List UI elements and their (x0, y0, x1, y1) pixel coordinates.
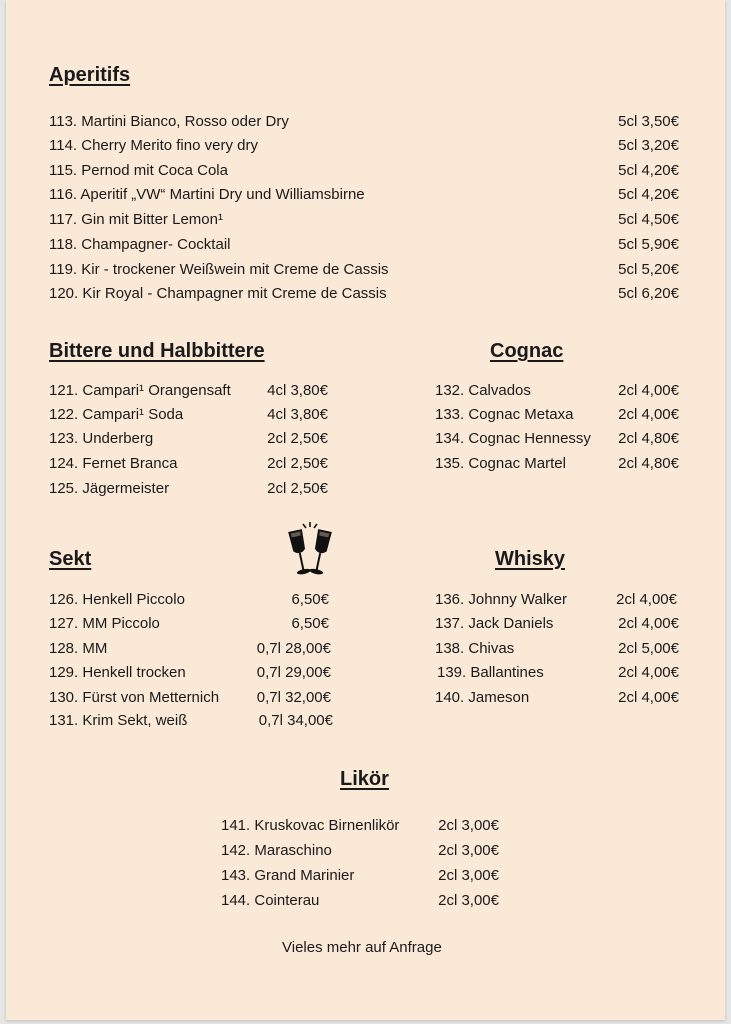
list-item-price: 5cl 3,50€ (618, 113, 679, 130)
list-item-name: 122. Campari¹ Soda (49, 406, 184, 423)
sekt-heading: Sekt (49, 548, 92, 570)
cognac-heading: Cognac (490, 340, 564, 362)
champagne-glasses-icon (286, 520, 334, 582)
list-item-price: 5cl 5,90€ (618, 236, 679, 253)
list-item-name: 131. Krim Sekt, weiß (49, 712, 188, 729)
list-item-name: 117. Gin mit Bitter Lemon¹ (49, 211, 223, 228)
menu-page (6, 0, 725, 1020)
list-item-price: 0,7l 29,00€ (256, 664, 331, 681)
list-item-name: 133. Cognac Metaxa (435, 406, 574, 423)
likoer-heading: Likör (340, 768, 389, 790)
list-item-name: 141. Kruskovac Birnenlikör (221, 817, 400, 834)
list-item-name: 135. Cognac Martel (435, 455, 566, 472)
list-item-price: 4cl 3,80€ (267, 382, 328, 399)
list-item-name: 118. Champagner- Cocktail (49, 236, 231, 253)
list-item-price: 6,50€ (291, 591, 329, 608)
list-item-price: 2cl 4,00€ (616, 591, 677, 608)
list-item-price: 2cl 2,50€ (267, 430, 328, 447)
list-item-name: 124. Fernet Branca (49, 455, 178, 472)
list-item-name: 129. Henkell trocken (49, 664, 186, 681)
list-item-price: 5cl 4,50€ (618, 211, 679, 228)
list-item-name: 130. Fürst von Metternich (49, 689, 220, 706)
list-item-name: 123. Underberg (49, 430, 154, 447)
list-item-price: 5cl 4,20€ (618, 162, 679, 179)
list-item-name: 127. MM Piccolo (49, 615, 160, 632)
list-item-name: 132. Calvados (435, 382, 531, 399)
list-item-name: 121. Campari¹ Orangensaft (49, 382, 231, 399)
list-item-price: 0,7l 32,00€ (256, 689, 331, 706)
list-item-price: 4cl 3,80€ (267, 406, 328, 423)
list-item-name: 116. Aperitif „VW“ Martini Dry und Williamsbirne (49, 186, 365, 203)
list-item-name: 137. Jack Daniels (435, 615, 554, 632)
list-item-name: 114. Cherry Merito fino very dry (49, 137, 258, 154)
list-item-price: 2cl 4,80€ (618, 455, 679, 472)
list-item-price: 2cl 4,80€ (618, 430, 679, 447)
list-item-name: 134. Cognac Hennessy (435, 430, 591, 447)
list-item-name: 120. Kir Royal - Champagner mit Creme de Cassis (49, 285, 387, 302)
list-item-price: 2cl 4,00€ (618, 615, 679, 632)
list-item-price: 2cl 4,00€ (618, 664, 679, 681)
list-item-price: 2cl 3,00€ (438, 867, 499, 884)
list-item-name: 119. Kir - trockener Weißwein mit Creme de Cassis (49, 261, 389, 278)
footer-note: Vieles mehr auf Anfrage (282, 939, 442, 956)
list-item-price: 2cl 5,00€ (618, 640, 679, 657)
list-item-name: 126. Henkell Piccolo (49, 591, 185, 608)
list-item-name: 143. Grand Marinier (221, 867, 355, 884)
whisky-heading: Whisky (495, 548, 566, 570)
list-item-name: 142. Maraschino (221, 842, 332, 859)
list-item-price: 2cl 4,00€ (618, 689, 679, 706)
list-item-price: 2cl 3,00€ (438, 842, 499, 859)
list-item-price: 2cl 4,00€ (618, 406, 679, 423)
list-item-price: 0,7l 34,00€ (258, 712, 333, 729)
aperitifs-heading: Aperitifs (49, 64, 131, 86)
list-item-name: 113. Martini Bianco, Rosso oder Dry (49, 113, 289, 130)
list-item-name: 125. Jägermeister (49, 480, 170, 497)
list-item-name: 128. MM (49, 640, 108, 657)
list-item-price: 6,50€ (291, 615, 329, 632)
list-item-name: 140. Jameson (435, 689, 530, 706)
list-item-name: 139. Ballantines (437, 664, 544, 681)
list-item-name: 136. Johnny Walker (435, 591, 568, 608)
list-item-price: 2cl 2,50€ (267, 455, 328, 472)
list-item-price: 5cl 4,20€ (618, 186, 679, 203)
list-item-name: 115. Pernod mit Coca Cola (49, 162, 228, 179)
list-item-name: 144. Cointerau (221, 892, 320, 909)
list-item-price: 5cl 3,20€ (618, 137, 679, 154)
list-item-price: 2cl 3,00€ (438, 892, 499, 909)
list-item-price: 2cl 3,00€ (438, 817, 499, 834)
list-item-price: 0,7l 28,00€ (256, 640, 331, 657)
list-item-price: 5cl 5,20€ (618, 261, 679, 278)
list-item-price: 2cl 2,50€ (267, 480, 328, 497)
list-item-price: 2cl 4,00€ (618, 382, 679, 399)
list-item-name: 138. Chivas (435, 640, 515, 657)
bittere-heading: Bittere und Halbbittere (49, 340, 265, 362)
list-item-price: 5cl 6,20€ (618, 285, 679, 302)
